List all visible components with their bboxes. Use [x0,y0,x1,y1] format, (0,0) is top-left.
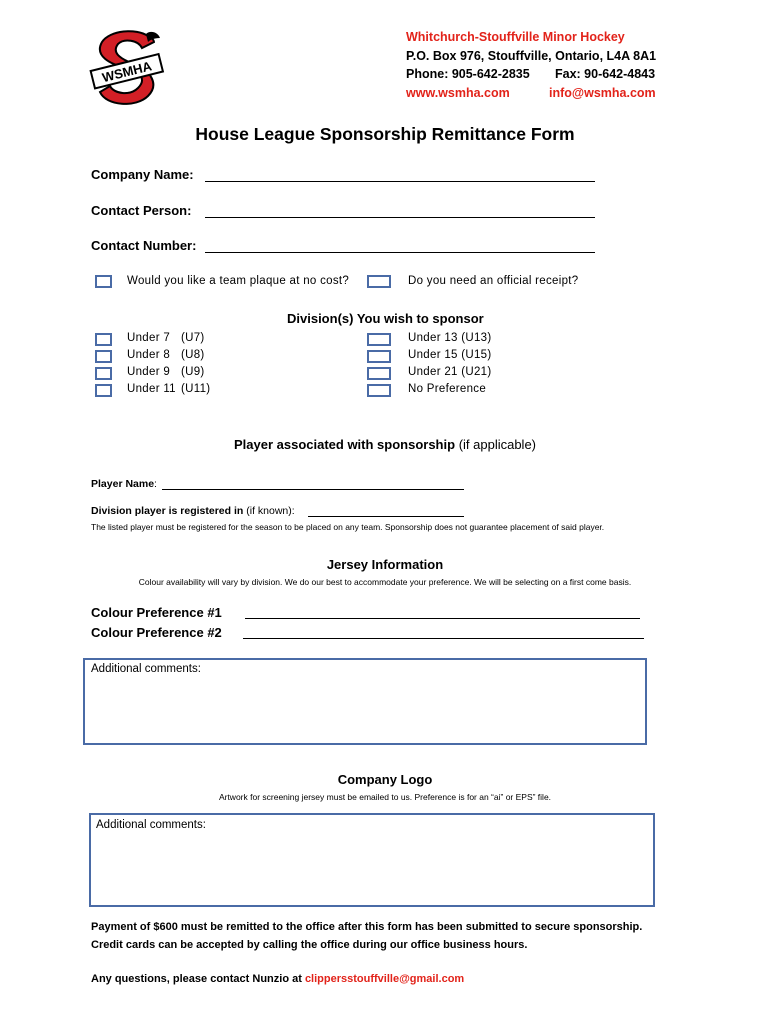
company-logo-note: Artwork for screening jersey must be emailed to us. Preference is for an “ai” or EPS” file. [218,792,552,802]
contact-person-label: Contact Person: [91,203,192,218]
u11-checkbox[interactable] [95,384,112,397]
jersey-comments-box[interactable] [83,658,647,745]
company-name-label: Company Name: [91,167,194,182]
logo-comments-box[interactable] [89,813,655,907]
wsmha-logo [88,28,168,108]
org-phone: Phone: 905-642-2835 [406,67,530,81]
org-website-link[interactable]: www.wsmha.com [406,86,510,100]
division-u8-label: Under 8 [127,349,171,361]
payment-line-1: Payment of $600 must be remitted to the office after this form has been submitted to secure sponsorship. [91,921,643,933]
player-division-field[interactable] [308,516,464,517]
u15-checkbox[interactable] [367,350,391,363]
logo-comments-label: Additional comments: [96,819,206,831]
u21-checkbox[interactable] [367,367,391,380]
org-address: P.O. Box 976, Stouffville, Ontario, L4A 8A1 [406,49,657,63]
player-heading-bold: Player associated with sponsorship [233,437,456,452]
company-logo-heading: Company Logo [337,772,433,787]
contact-email-link[interactable]: clippersstouffville@gmail.com [304,973,465,985]
u9-checkbox[interactable] [95,367,112,380]
player-heading-note: (if applicable) [458,437,537,452]
contact-row [91,973,464,985]
receipt-checkbox[interactable] [367,275,391,288]
colour-pref-1-label: Colour Preference #1 [91,605,222,620]
contact-person-field[interactable] [205,217,595,218]
division-u7-code: (U7) [181,332,205,344]
u13-checkbox[interactable] [367,333,391,346]
no-preference-checkbox[interactable] [367,384,391,397]
player-name-label: Player Name [91,478,155,490]
division-u11-code: (U11) [181,383,211,395]
player-name-row [91,478,157,490]
player-name-field[interactable] [162,489,464,490]
jersey-heading: Jersey Information [326,557,444,572]
division-u15-label: Under 15 (U15) [408,349,492,361]
contact-number-field[interactable] [205,252,595,253]
jersey-note: Colour availability will vary by division. We do our best to accommodate your preference. We will be selecting on a first come basis. [138,577,632,587]
division-u9-label: Under 9 [127,366,171,378]
company-name-field[interactable] [205,181,595,182]
u7-checkbox[interactable] [95,333,112,346]
org-name: Whitchurch-Stouffville Minor Hockey [406,30,625,44]
org-email-link[interactable]: info@wsmha.com [549,86,656,100]
player-division-suffix: (if known): [246,505,295,517]
player-division-label: Division player is registered in [91,505,244,517]
plaque-checkbox[interactable] [95,275,112,288]
colour-pref-2-label: Colour Preference #2 [91,625,222,640]
division-no-preference-label: No Preference [408,383,487,395]
receipt-question: Do you need an official receipt? [408,275,579,287]
payment-line-2: Credit cards can be accepted by calling the office during our office business hours. [91,939,528,951]
division-u7-label: Under 7 [127,332,171,344]
player-division-row [91,505,295,517]
player-heading [0,437,770,452]
player-name-colon: : [154,478,157,490]
division-u8-code: (U8) [181,349,205,361]
divisions-heading: Division(s) You wish to sponsor [287,311,484,326]
contact-text: Any questions, please contact Nunzio at [91,973,302,985]
division-u9-code: (U9) [181,366,205,378]
division-u21-label: Under 21 (U21) [408,366,492,378]
contact-number-label: Contact Number: [91,238,197,253]
colour-pref-1-field[interactable] [245,618,640,619]
page-title: House League Sponsorship Remittance Form [195,124,575,144]
org-fax: Fax: 90-642-4843 [555,67,656,81]
division-u13-label: Under 13 (U13) [408,332,492,344]
plaque-question: Would you like a team plaque at no cost? [127,275,350,287]
jersey-comments-label: Additional comments: [91,663,201,675]
u8-checkbox[interactable] [95,350,112,363]
player-note: The listed player must be registered for the season to be placed on any team. Sponsorship does not guarantee placement of said player. [91,522,605,532]
colour-pref-2-field[interactable] [243,638,644,639]
division-u11-label: Under 11 [127,383,176,395]
logo-text: WSMHA [100,58,154,86]
